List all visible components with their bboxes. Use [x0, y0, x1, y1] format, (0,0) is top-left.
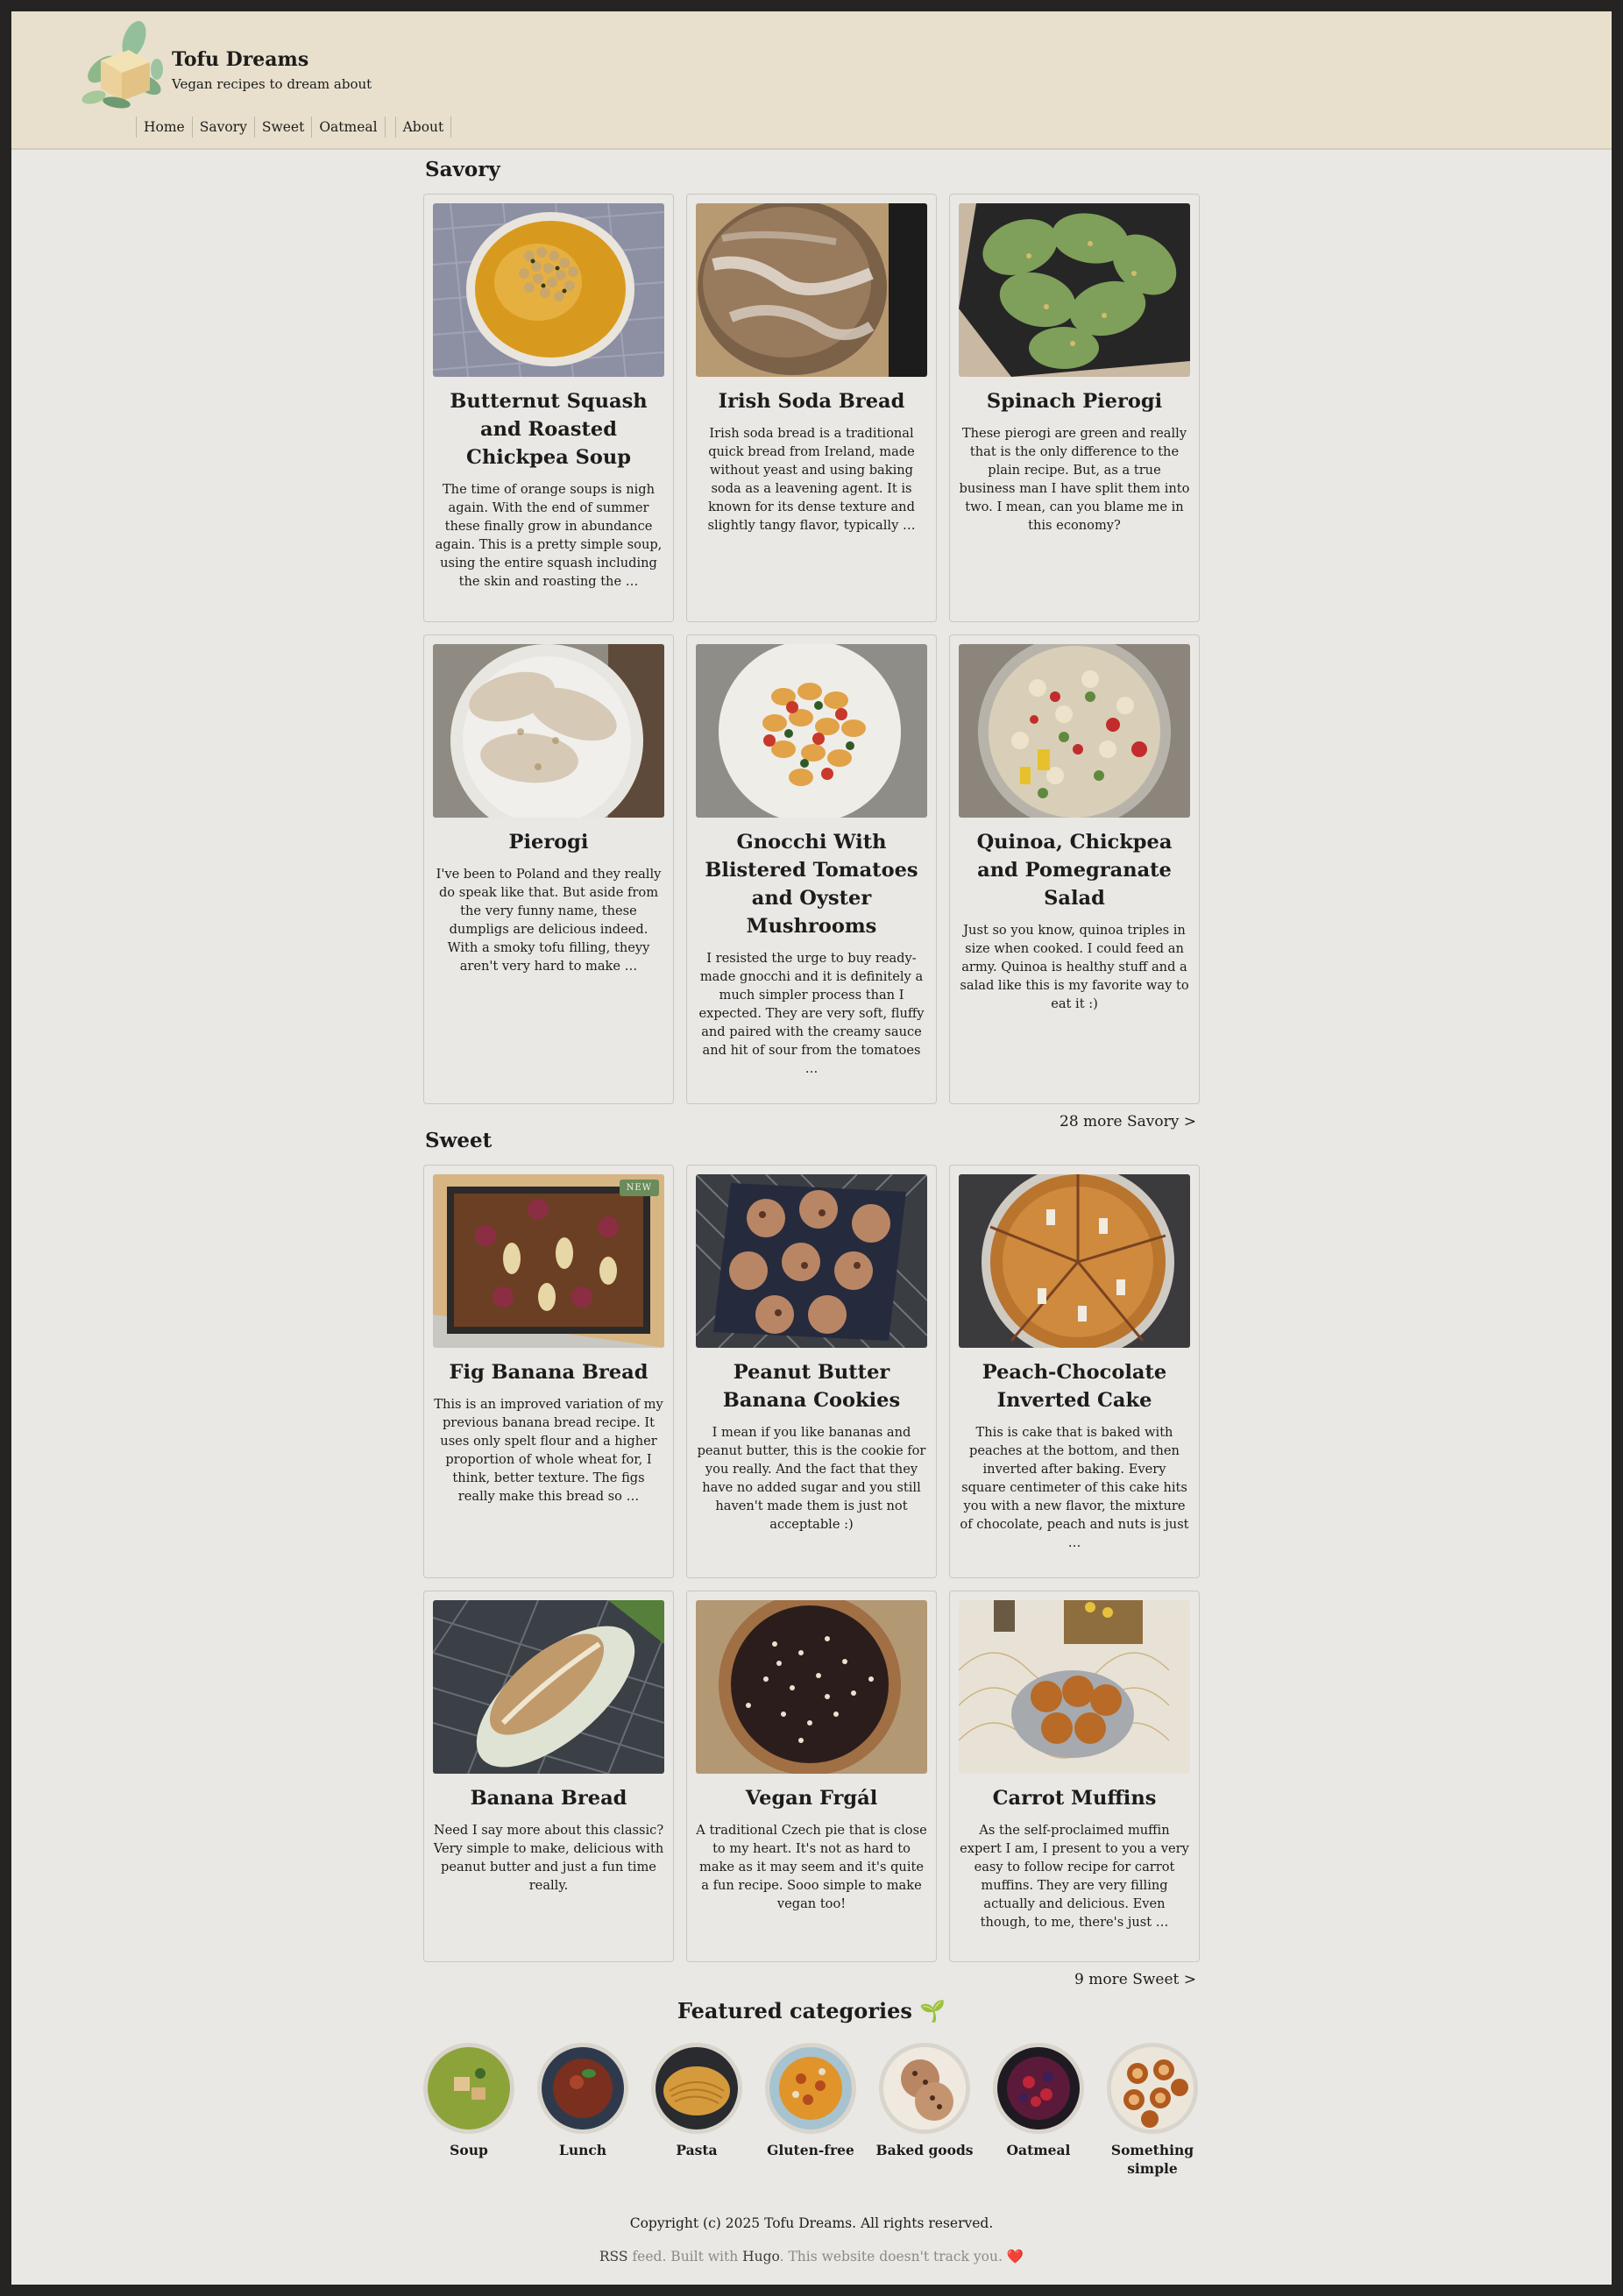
recipe-title[interactable]: Pierogi — [508, 831, 589, 854]
recipe-summary: As the self-proclaimed muffin expert I am, I present to you a very easy to follow recipe for carrot muffins. They are very filling actually and delicious. Even though, to me, there's just … — [960, 1823, 1189, 1930]
recipe-image[interactable] — [696, 1174, 927, 1348]
featured-categories-title: Featured categories 🌱 — [677, 1998, 946, 2023]
category-image[interactable] — [879, 2043, 970, 2134]
category-image[interactable] — [993, 2043, 1084, 2134]
recipe-summary: This is an improved variation of my previous banana bread recipe. It uses only spelt flour and a higher proportion of whole wheat for, I think, better texture. The figs really make this bread so … — [434, 1397, 663, 1504]
recipe-image[interactable] — [959, 1174, 1190, 1348]
recipe-card[interactable] — [423, 634, 674, 1104]
recipe-title[interactable]: Peanut Butter Banana Cookies — [722, 1361, 901, 1412]
category-label: Baked goods — [875, 2142, 974, 2158]
section-title-sweet: Sweet — [425, 1129, 493, 1152]
main-nav — [136, 117, 451, 138]
recipe-image[interactable] — [959, 644, 1190, 818]
recipe-image[interactable] — [959, 203, 1190, 377]
category-image[interactable] — [651, 2043, 742, 2134]
category-label: Soup — [450, 2142, 488, 2158]
category-gluten-free[interactable] — [754, 2043, 868, 2159]
recipe-summary: A traditional Czech pie that is close to my heart. It's not as hard to make as it may seem and it's quite a fun recipe. Sooo simple to make vegan too! — [696, 1823, 927, 1911]
site-header — [11, 11, 1612, 150]
category-soup[interactable] — [412, 2043, 526, 2159]
recipe-card[interactable] — [949, 1591, 1200, 1962]
recipe-card[interactable] — [949, 634, 1200, 1104]
recipe-card[interactable] — [949, 1165, 1200, 1578]
recipe-title[interactable]: Quinoa, Chickpea and Pomegranate Salad — [976, 831, 1173, 910]
recipe-card[interactable] — [686, 194, 937, 622]
recipe-card[interactable] — [423, 1165, 674, 1578]
recipe-summary: This is cake that is baked with peaches at the bottom, and then inverted after baking. Every square centimeter of this cake hits you with a new flavor, the mixture of chocolate, peach and nuts is just … — [960, 1425, 1189, 1550]
category-image[interactable] — [537, 2043, 628, 2134]
recipe-summary: I resisted the urge to buy ready-made gnocchi and it is definitely a much simpler process than I expected. They are very soft, fluffy and paired with the creamy sauce and hit of sour from the tomatoes … — [698, 951, 925, 1076]
rss-link[interactable]: RSS — [599, 2249, 628, 2264]
nav-sweet[interactable]: Sweet — [254, 117, 311, 138]
footer-text-track: . This website doesn't track you. — [779, 2249, 1007, 2264]
recipe-title[interactable]: Vegan Frgál — [745, 1787, 878, 1810]
recipe-card[interactable] — [423, 1591, 674, 1962]
recipe-summary: These pierogi are green and really that is the only difference to the plain recipe. But, as a true business man I have split them into two. I mean, can you blame me in this economy? — [959, 426, 1190, 533]
category-something-simple[interactable] — [1095, 2043, 1209, 2178]
recipe-summary: The time of orange soups is nigh again. With the end of summer these finally grow in abundance again. This is a pretty simple soup, using the entire squash including the skin and roasting the … — [435, 482, 663, 589]
footer-text-feed: feed. Built with — [627, 2249, 743, 2264]
recipe-title[interactable]: Irish Soda Bread — [718, 390, 905, 413]
category-label: Pasta — [676, 2142, 718, 2158]
nav-divider — [385, 117, 395, 138]
category-baked-goods[interactable] — [868, 2043, 982, 2159]
recipe-summary: Need I say more about this classic? Very simple to make, delicious with peanut butter and just a fun time really. — [433, 1823, 664, 1893]
more-sweet-link[interactable]: 9 more Sweet > — [1074, 1971, 1196, 1988]
footer-line — [11, 2249, 1612, 2264]
category-image[interactable] — [423, 2043, 514, 2134]
recipe-title[interactable]: Butternut Squash and Roasted Chickpea Soup — [450, 390, 648, 469]
category-image[interactable] — [765, 2043, 856, 2134]
nav-home[interactable]: Home — [136, 117, 192, 138]
recipe-summary: I mean if you like bananas and peanut butter, this is the cookie for you really. And the fact that they have no added sugar and you still haven't made them is just not acceptable :) — [697, 1425, 926, 1532]
recipe-title[interactable]: Banana Bread — [470, 1787, 627, 1810]
recipe-image[interactable] — [433, 1600, 664, 1774]
recipe-image[interactable] — [696, 203, 927, 377]
recipe-card[interactable] — [949, 194, 1200, 622]
nav-savory[interactable]: Savory — [192, 117, 254, 138]
hugo-link[interactable]: Hugo — [742, 2249, 780, 2264]
recipe-title[interactable]: Peach-Chocolate Inverted Cake — [982, 1361, 1167, 1412]
site-title[interactable]: Tofu Dreams — [172, 48, 309, 71]
recipe-image[interactable] — [433, 644, 664, 818]
category-label: Gluten-free — [767, 2142, 854, 2158]
category-label: Lunch — [558, 2142, 607, 2158]
category-label: Something simple — [1110, 2142, 1194, 2177]
heart-icon: ❤️ — [1006, 2249, 1024, 2264]
recipe-card[interactable] — [686, 1165, 937, 1578]
more-savory-link[interactable]: 28 more Savory > — [1060, 1113, 1196, 1130]
featured-categories — [423, 2043, 1212, 2200]
copyright: Copyright (c) 2025 Tofu Dreams. All rights reserved. — [629, 2215, 994, 2231]
nav-about[interactable]: About — [395, 117, 452, 138]
page — [11, 11, 1612, 2285]
recipe-title[interactable]: Carrot Muffins — [992, 1787, 1157, 1810]
recipe-title[interactable]: Gnocchi With Blistered Tomatoes and Oyster Mushrooms — [705, 831, 918, 938]
tofu-logo-icon[interactable] — [73, 17, 167, 111]
recipe-title[interactable]: Fig Banana Bread — [449, 1361, 648, 1384]
site-tagline: Vegan recipes to dream about — [172, 76, 372, 92]
recipe-summary: Just so you know, quinoa triples in size when cooked. I could feed an army. Quinoa is healthy stuff and a salad like this is my favorite way to eat it :) — [960, 923, 1189, 1011]
recipe-card[interactable] — [423, 194, 674, 622]
recipe-card[interactable] — [686, 634, 937, 1104]
recipe-summary: Irish soda bread is a traditional quick bread from Ireland, made without yeast and using baking soda as a leavening agent. It is known for its dense texture and slightly tangy flavor, typically … — [707, 426, 916, 533]
new-badge: NEW — [620, 1180, 659, 1196]
recipe-image[interactable] — [433, 1174, 664, 1348]
recipe-image[interactable] — [959, 1600, 1190, 1774]
recipe-image[interactable] — [696, 644, 927, 818]
recipe-card[interactable] — [686, 1591, 937, 1962]
section-title-savory: Savory — [425, 158, 500, 181]
recipe-image[interactable] — [696, 1600, 927, 1774]
recipe-title[interactable]: Spinach Pierogi — [986, 390, 1163, 413]
category-pasta[interactable] — [640, 2043, 754, 2159]
nav-oatmeal[interactable]: Oatmeal — [311, 117, 384, 138]
category-image[interactable] — [1107, 2043, 1198, 2134]
category-oatmeal[interactable] — [982, 2043, 1095, 2159]
category-label: Oatmeal — [1006, 2142, 1071, 2158]
recipe-summary: I've been to Poland and they really do speak like that. But aside from the very funny name, these dumpligs are delicious indeed. With a smoky tofu filling, theyy aren't very hard to make … — [436, 867, 662, 974]
category-lunch[interactable] — [526, 2043, 640, 2159]
recipe-image[interactable] — [433, 203, 664, 377]
